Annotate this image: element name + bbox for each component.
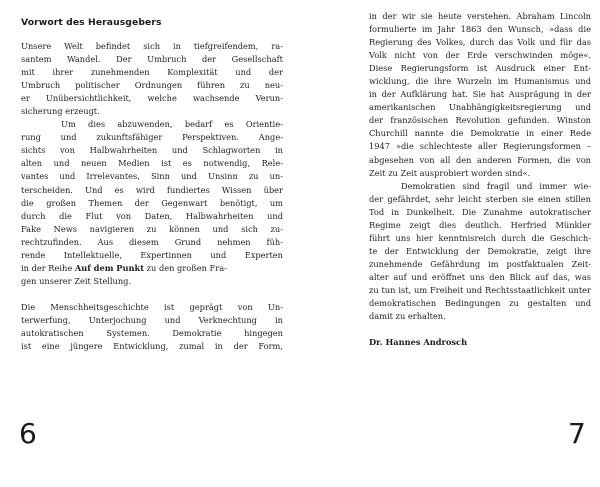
text-line: zunehmende Gefährdung im postfaktualen Zeit-: [369, 258, 591, 269]
left-page-text: [21, 40, 283, 353]
page-number-right: 7: [568, 417, 586, 450]
text-line: [21, 262, 283, 275]
preface-heading: Vorwort des Herausgebers: [21, 17, 162, 28]
text-line: demokratischen Bedingungen zu gestalten und: [369, 298, 591, 309]
text-line: terwerfung, Unterjochung und Verknechtung in: [21, 314, 283, 325]
text-line: Volk nicht von der Erde verschwinden möge«.: [369, 50, 591, 61]
text-line: rung und zukunftsfähiger Perspektiven. Ange-: [21, 132, 283, 143]
text-line: Umbruch politischer Ordnungen führen zu neu-: [21, 80, 283, 91]
text-line: Um dies abzuwenden, bedarf es Orientie-: [61, 119, 283, 130]
text-line: in der Aufklärung hat. Sie hat Ausprägung in der: [369, 89, 591, 100]
text-line: terscheiden. Und es wird fundiertes Wissen über: [21, 184, 283, 195]
text-line: rende Intellektuelle, Expertinnen und Experten: [21, 249, 283, 260]
text-line: damit zu erhalten.: [369, 311, 446, 322]
text-segment: zu den großen Fra-: [146, 262, 227, 273]
text-line: santem Wandel. Der Umbruch der Gesellschaft: [21, 54, 283, 65]
text-line: in der wir sie heute verstehen. Abraham Lincoln: [369, 11, 591, 21]
text-line: formulierte im Jahr 1863 den Wunsch, »dass die: [369, 24, 591, 35]
author-signature: Dr. Hannes Androsch: [369, 337, 468, 348]
text-line: Die Menschheitsgeschichte ist geprägt von Un-: [21, 301, 283, 312]
text-line: die großen Themen der Gegenwart benötigt, um: [21, 197, 283, 208]
text-line: te der Entwicklung der Demokratie, zeigt ihre: [369, 245, 591, 256]
text-line: Tod in Dunkelheit. Die Zunahme autokratischer: [369, 206, 591, 217]
text-line: abgesehen von all den anderen Formen, die von: [369, 154, 591, 165]
page-number-left: 6: [19, 417, 37, 450]
text-line: durch die Flut von Daten, Halbwahrheiten und: [21, 210, 283, 221]
text-line: Regierung des Volkes, durch das Volk und für das: [369, 37, 591, 48]
text-line: sichts von Halbwahrheiten und Schlagworten in: [21, 145, 283, 156]
series-title: Auf dem Punkt: [74, 262, 145, 273]
text-line: Unsere Welt befindet sich in tiefgreifendem, ra-: [21, 41, 283, 51]
text-segment: in der Reihe: [21, 262, 73, 273]
text-line: wicklung, die ihre Wurzeln im Humanismus und: [369, 76, 591, 87]
text-line: Diese Regierungsform ist Ausdruck einer Ent-: [369, 63, 591, 74]
text-line: er Unübersichtlichkeit, welche wachsende Verun-: [21, 93, 283, 104]
text-line: amerikanischen Unabhängigkeitsregierung und: [369, 102, 591, 113]
text-line: ist eine jüngere Entwicklung, zumal in der Form,: [21, 341, 283, 352]
text-line: rechtzufinden. Aus diesem Grund nehmen füh-: [21, 236, 283, 247]
text-line: Regime zeigt dies deutlich. Herfried Münkler: [369, 219, 591, 230]
text-line: Fake News navigieren zu können und sich zu-: [21, 223, 283, 234]
text-line: der französischen Revolution gefunden. Winston: [369, 115, 591, 126]
text-line: mit ihrer zunehmenden Komplexität und der: [21, 67, 283, 78]
text-line: alten und neuen Medien ist es notwendig, Rele-: [21, 158, 283, 169]
text-line: zu tun ist, um Freiheit und Rechtsstaatlichkeit unter: [369, 284, 591, 295]
text-line: der gefährdet, sehr leicht sterben sie einen stillen: [369, 193, 591, 204]
text-line: gen unserer Zeit Stellung.: [21, 275, 132, 286]
text-line: Zeit zu Zeit ausprobiert worden sind«.: [369, 167, 531, 178]
text-line: führt uns hier kenntnisreich durch die Geschich-: [369, 232, 591, 243]
text-line: Churchill nannte die Demokratie in einer Rede: [369, 128, 591, 139]
text-line: sicherung erzeugt.: [21, 106, 100, 117]
right-page-text: [369, 10, 591, 349]
text-line: 1947 »die schlechteste aller Regierungsformen –: [369, 141, 591, 152]
text-line: Demokratien sind fragil und immer wie-: [401, 180, 591, 191]
right-page: [300, 0, 600, 487]
text-line: alter auf und eröffnet uns den Blick auf das, was: [369, 271, 591, 282]
text-line: vantes und Irrelevantes, Sinn und Unsinn zu un-: [21, 171, 283, 182]
text-line: autokratischen Systemen. Demokratie hingegen: [21, 327, 283, 338]
